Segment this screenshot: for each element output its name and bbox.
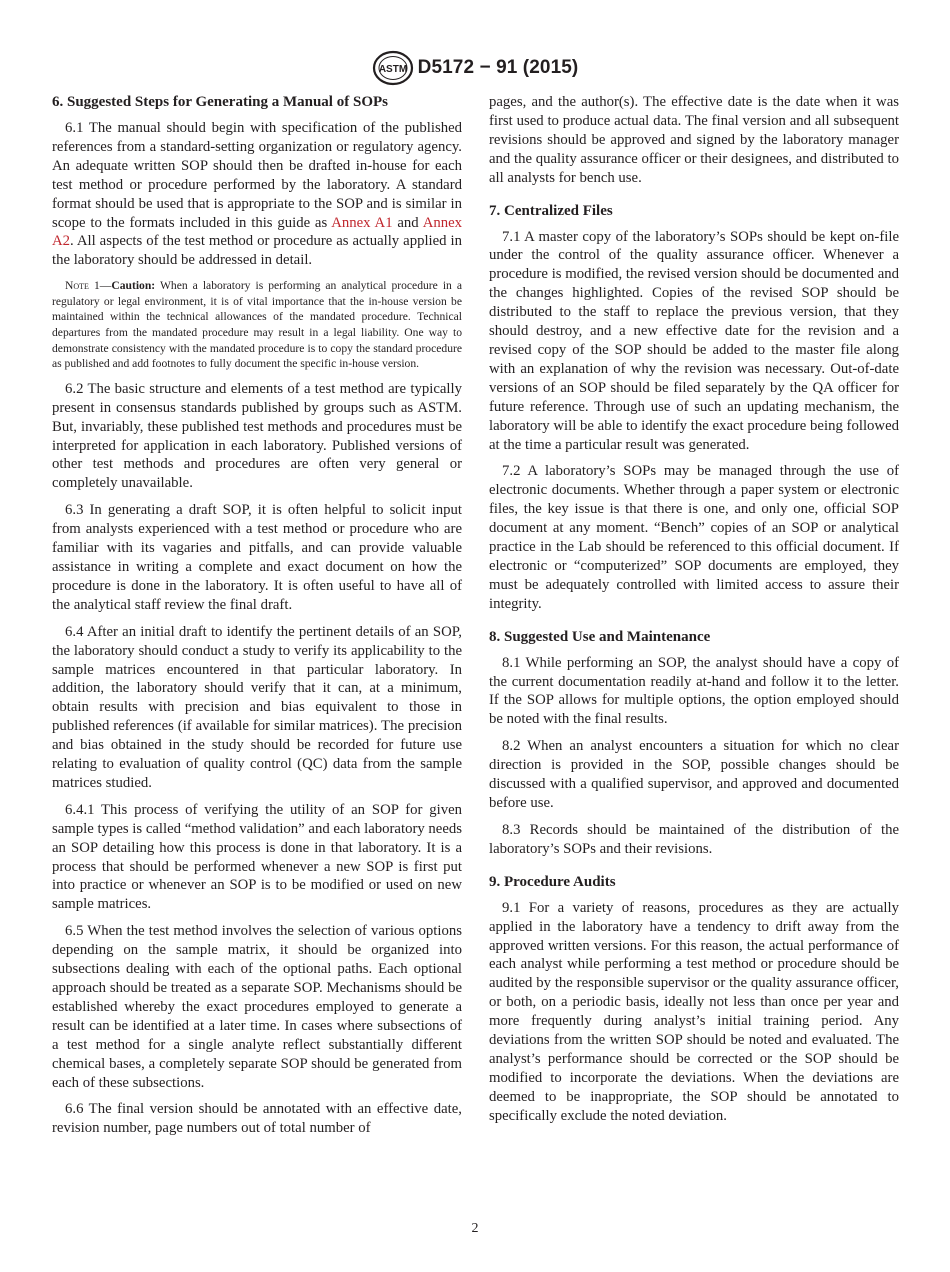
paragraph-6-6-start: 6.6 The final version should be annotated with an effective date, revision number, page numbers out of total number of bbox=[52, 1101, 462, 1137]
paragraph-8-1: 8.1 While performing an SOP, the analyst should have a copy of the current documentation readily at-hand and follow it to the letter. If the SOP allows for multiple options, the option employed should be noted with the final results. bbox=[489, 654, 899, 728]
page-header bbox=[0, 50, 950, 86]
paragraph-6-1-text-a: 6.1 The manual should begin with specification of the published references from a standard-setting organization or regulatory agency. An adequate written SOP should then be drafted in-house for each test method or procedure performed by the laboratory. A standard format should be used that is appropriate to the SOP and is similar in scope to the formats included in this guide as bbox=[52, 120, 462, 231]
paragraph-6-2: 6.2 The basic structure and elements of a test method are typically present in consensus standards published by groups such as ASTM. But, invariably, these published test methods and procedures must be interpreted for application in each laboratory. Published versions of other test methods and procedures are often very general or completely unavailable. bbox=[52, 380, 462, 492]
section-7-heading: 7. Centralized Files bbox=[489, 202, 613, 219]
paragraph-6-5: 6.5 When the test method involves the selection of various options depending on the sample matrix, it should be organized into subsections dealing with each of the optional paths. Each optional approach should be treated as a separate SOP. Mechanisms should be established whereby the exact procedures employed to generate a result can be identified at a later time. In cases where subsections of a test method for a single analyte reflect substantially different chemical bases, a completely separate SOP should be generated from each of these subsections. bbox=[52, 923, 462, 1091]
paragraph-6-1 bbox=[52, 119, 462, 270]
note-1-text: When a laboratory is performing an analytical procedure in a regulatory or legal environment, it is of vital importance that the in-house version be maintained within the technical allowances of the mandated procedure. Technical departures from the mandated procedure may result in a legal liability. One way to demonstrate consistency with the mandated procedure is to copy the standard procedure as published and add footnotes to fully document the specific in-house version. bbox=[52, 279, 462, 371]
annex-a2-link[interactable]: Annex A2 bbox=[52, 214, 463, 250]
paragraph-6-3: 6.3 In generating a draft SOP, it is often helpful to solicit input from analysts experienced with a test method or procedure who are familiar with its vagaries and pitfalls, and can provide valuable assistance in writing a complete and exact document on how the procedure is done in the laboratory. It is often useful to have all of the analytical staff review the final draft. bbox=[52, 502, 462, 613]
section-6-heading: 6. Suggested Steps for Generating a Manual of SOPs bbox=[52, 94, 388, 110]
paragraph-9-1: 9.1 For a variety of reasons, procedures as they are actually applied in the laboratory have a tendency to drift away from the approved written versions. For this reason, the actual performance of each analyst while performing a test method or procedure should be audited by the responsible supervisor or the quality assurance officer, or both, on a periodic basis, ideally not less than once per year and more frequently during analyst’s initial training period. Any deviations from the written SOP should be noted and evaluated. The analyst’s performance should be corrected or the SOP should be modified to incorporate the deviations. When the deviations are deemed to be inappropriate, the SOP should be annotated to specifically exclude the noted deviation. bbox=[489, 899, 899, 1124]
paragraph-6-1-text-b: and bbox=[392, 214, 423, 231]
paragraph-6-4-1: 6.4.1 This process of verifying the utility of an SOP for given sample types is called “method validation” and each laboratory needs an SOP detailing how this process is done in that laboratory. It is a process that should be performed whenever a new SOP is first put into practice or whenever an SOP is to be modified or used on new sample matrices. bbox=[52, 801, 462, 913]
right-column bbox=[489, 93, 899, 1134]
paragraph-7-1: 7.1 A master copy of the laboratory’s SOPs should be kept on-file under the control of the quality assurance officer. Whenever a procedure is modified, the revised version should be documented and the changes highlighted. Copies of the revised SOP should be distributed to the staff to replace the previous version, that they should destroy, and a new effective date for the revision and a revised copy of the SOP should be added to the master file along with an explanation of why the revision was necessary. Out-of-date versions of an SOP should be filed separately by the QA officer for future reference. Through use of such an updating mechanism, the laboratory will be able to identify the exact procedure being followed at the time a particular result was generated. bbox=[489, 228, 899, 453]
astm-logo-icon bbox=[372, 50, 414, 86]
section-8-heading: 8. Suggested Use and Maintenance bbox=[489, 628, 711, 645]
paragraph-6-4: 6.4 After an initial draft to identify the pertinent details of an SOP, the laboratory should conduct a study to verify its applicability to the sample matrices encountered in that particular laboratory. In addition, the laboratory should verify that it can, at a minimum, obtain results with precision and bias equivalent to those in published references (if available for similar matrices). The precision and bias obtained in the study should be recorded for future use relating to evaluation of quality control (QC) data from the sample matrices studied. bbox=[52, 623, 462, 791]
page-number: 2 bbox=[471, 1221, 479, 1236]
annex-a1-link[interactable]: Annex A1 bbox=[331, 214, 393, 231]
section-9-heading: 9. Procedure Audits bbox=[489, 873, 616, 890]
note-1-label: Note 1— bbox=[65, 279, 112, 293]
note-1-caution: Caution: bbox=[111, 279, 156, 293]
paragraph-7-2: 7.2 A laboratory’s SOPs may be managed through the use of electronic documents. Whether through a paper system or electronic files, the key issue is that there is one, and only one, official SOP document at any moment. “Bench” copies of an SOP or analytical practice in the Lab should be referenced to this official document. If electronic or “computerized” SOP documents are employed, they must be adequately controlled with limited access to assure their integrity. bbox=[489, 463, 899, 612]
paragraph-6-1-text-c: . All aspects of the test method or procedure as actually applied in the laboratory should be addressed in detail. bbox=[52, 233, 462, 269]
note-1 bbox=[52, 278, 462, 372]
paragraph-6-6-continued: pages, and the author(s). The effective date is the date when it was first used to produce actual data. The final version and all subsequent revisions should be approved and signed by the laboratory manager and the quality assurance officer or their designees, and distributed to all analysts for bench use. bbox=[489, 94, 899, 186]
paragraph-8-3: 8.3 Records should be maintained of the distribution of the laboratory’s SOPs and their revisions. bbox=[489, 821, 899, 857]
left-column bbox=[52, 93, 462, 1146]
astm-logo-text: ASTM bbox=[378, 64, 407, 75]
paragraph-8-2: 8.2 When an analyst encounters a situation for which no clear direction is provided in the SOP, possible changes should be discussed with a qualified supervisor, and approved and documented before use. bbox=[489, 738, 899, 811]
document-id: D5172 − 91 (2015) bbox=[417, 57, 579, 78]
